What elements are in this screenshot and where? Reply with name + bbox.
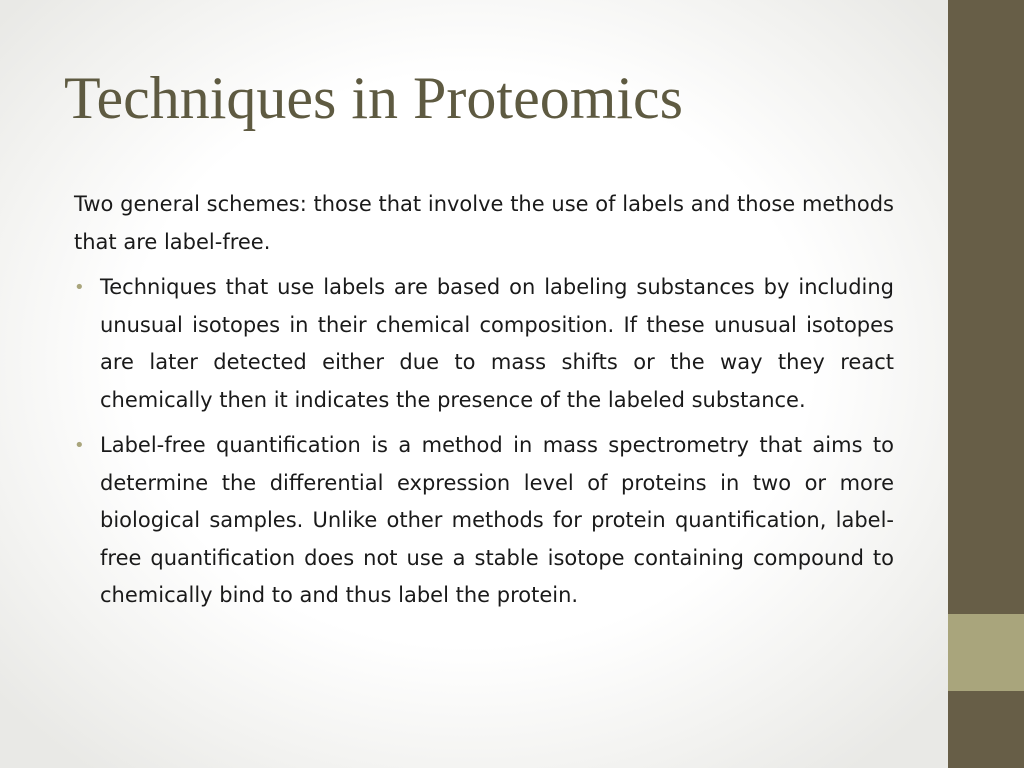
slide-title: Techniques in Proteomics (64, 65, 684, 131)
bullet-text: Techniques that use labels are based on labeling substances by including unusual isotopes in their chemical composition. If these unusual isotopes are later detected either due to mass shifts or the way they react chemically then it indicates the presence of the labeled substance. (100, 275, 894, 412)
bullet-list (74, 269, 894, 615)
bullet-item-label-free (74, 427, 894, 615)
slide-body (74, 186, 894, 623)
bullet-item-labels (74, 269, 894, 419)
intro-paragraph: Two general schemes: those that involve the use of labels and those methods that are label-free. (74, 192, 894, 254)
bullet-text: Label-free quantification is a method in mass spectrometry that aims to determine the differential expression level of proteins in two or more biological samples. Unlike other methods for protein quantification, label-free quantification does not use a stable isotope containing compound to chemically bind to and thus label the protein. (100, 433, 894, 607)
bullet-icon: • (74, 277, 85, 298)
side-bar-accent (948, 614, 1024, 691)
bullet-icon: • (74, 435, 85, 456)
